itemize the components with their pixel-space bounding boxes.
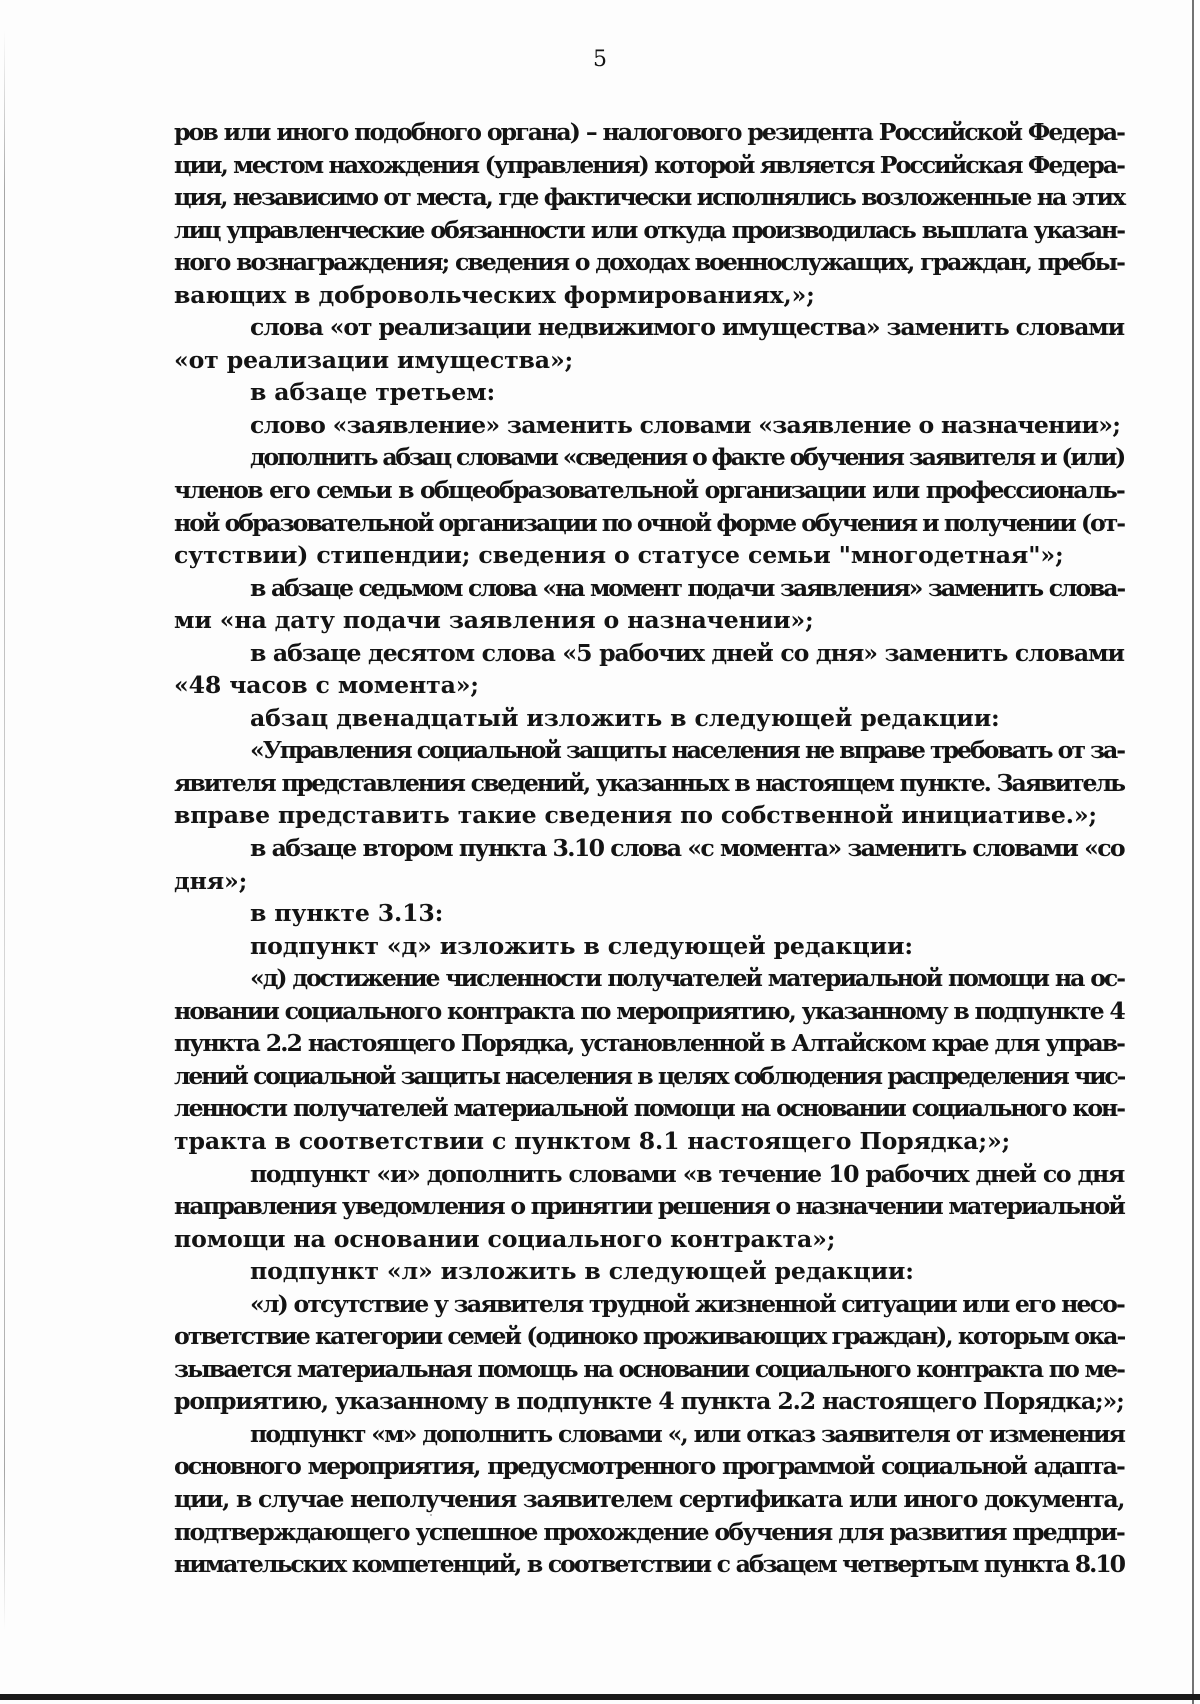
document-body	[174, 116, 1124, 1581]
text-line: явителя представления сведений, указанных в настоящем пункте. Заявитель	[174, 768, 1124, 797]
text-line: лений социальной защиты населения в целях соблюдения распределения чис-	[174, 1061, 1124, 1090]
text-line: роприятию, указанному в подпункте 4 пункта 2.2 настоящего Порядка;»;	[174, 1387, 1124, 1416]
text-line: ного вознаграждения; сведения о доходах военнослужащих, граждан, пребы-	[174, 248, 1124, 277]
text-line: членов его семьи в общеобразовательной организации или профессиональ-	[174, 476, 1124, 505]
text-line: лиц управленческие обязанности или откуда производилась выплата указан-	[174, 215, 1124, 244]
text-line: направления уведомления о принятии решения о назначении материальной	[174, 1192, 1124, 1221]
text-line: «48 часов с момента»;	[174, 671, 479, 700]
text-line: новании социального контракта по мероприятию, указанному в подпункте 4	[174, 996, 1124, 1025]
text-line: «от реализации имущества»;	[174, 345, 574, 374]
text-line: ция, независимо от места, где фактически исполнялись возложенные на этих	[174, 183, 1124, 212]
text-line: «д) достижение численности получателей материальной помощи на ос-	[250, 964, 1124, 993]
text-line: ответствие категории семей (одиноко проживающих граждан), которым ока-	[174, 1322, 1125, 1351]
text-line: нимательских компетенций, в соответствии с абзацем четвертым пункта 8.10	[174, 1550, 1124, 1579]
text-line: ции, в случае неполучения заявителем сертификата или иного документа,	[174, 1484, 1124, 1513]
text-line: в пункте 3.13:	[250, 899, 444, 928]
text-line: подпункт «л» изложить в следующей редакции:	[250, 1257, 914, 1286]
text-line: подпункт «д» изложить в следующей редакции:	[250, 931, 913, 960]
text-line: помощи на основании социального контракта»;	[174, 1224, 836, 1253]
text-line: вающих в добровольческих формированиях,»;	[174, 280, 815, 309]
text-line: в абзаце третьем:	[250, 378, 496, 407]
text-line: зывается материальная помощь на основании социального контракта по ме-	[174, 1354, 1124, 1383]
text-line: ленности получателей материальной помощи на основании социального кон-	[174, 1094, 1124, 1123]
text-line: основного мероприятия, предусмотренного программой социальной адапта-	[174, 1452, 1124, 1481]
text-line: ции, местом нахождения (управления) которой является Российская Федера-	[174, 150, 1124, 179]
text-line: подтверждающего успешное прохождение обучения для развития предпри-	[174, 1517, 1124, 1546]
text-line: ров или иного подобного органа) – налогового резидента Российской Федера-	[174, 118, 1124, 146]
text-line: подпункт «и» дополнить словами «в течение 10 рабочих дней со дня	[250, 1159, 1124, 1188]
text-line: подпункт «м» дополнить словами «, или отказ заявителя от изменения	[250, 1419, 1124, 1448]
text-line: пункта 2.2 настоящего Порядка, установленной в Алтайском крае для управ-	[174, 1029, 1124, 1058]
page-number: 5	[593, 47, 607, 72]
text-line: вправе представить такие сведения по собственной инициативе.»;	[174, 801, 1097, 830]
text-line: дополнить абзац словами «сведения о факте обучения заявителя и (или)	[250, 443, 1124, 472]
text-line: слово «заявление» заменить словами «заявление о назначении»;	[250, 410, 1121, 439]
text-line: абзац двенадцатый изложить в следующей редакции:	[250, 703, 1000, 732]
text-line: в абзаце десятом слова «5 рабочих дней со дня» заменить словами	[250, 638, 1124, 667]
scan-edge-right	[1192, 0, 1194, 1704]
text-line: в абзаце седьмом слова «на момент подачи заявления» заменить слова-	[250, 573, 1124, 602]
text-line: в абзаце втором пункта 3.10 слова «с момента» заменить словами «со	[250, 834, 1124, 863]
text-line: дня»;	[174, 866, 248, 895]
text-line: сутствии) стипендии; сведения о статусе семьи "многодетная"»;	[174, 541, 1064, 570]
text-line: «л) отсутствие у заявителя трудной жизненной ситуации или его несо-	[250, 1289, 1124, 1318]
scan-edge-bottom	[0, 1694, 1200, 1700]
text-line: ной образовательной организации по очной форме обучения и получении (от-	[174, 508, 1124, 537]
text-line: слова «от реализации недвижимого имущества» заменить словами	[250, 313, 1124, 342]
text-line: тракта в соответствии с пунктом 8.1 настоящего Порядка;»;	[174, 1126, 1011, 1155]
text-line: ми «на дату подачи заявления о назначении»;	[174, 606, 814, 635]
scan-edge-left	[4, 30, 5, 1630]
text-line: «Управления социальной защиты населения не вправе требовать от за-	[250, 736, 1125, 765]
